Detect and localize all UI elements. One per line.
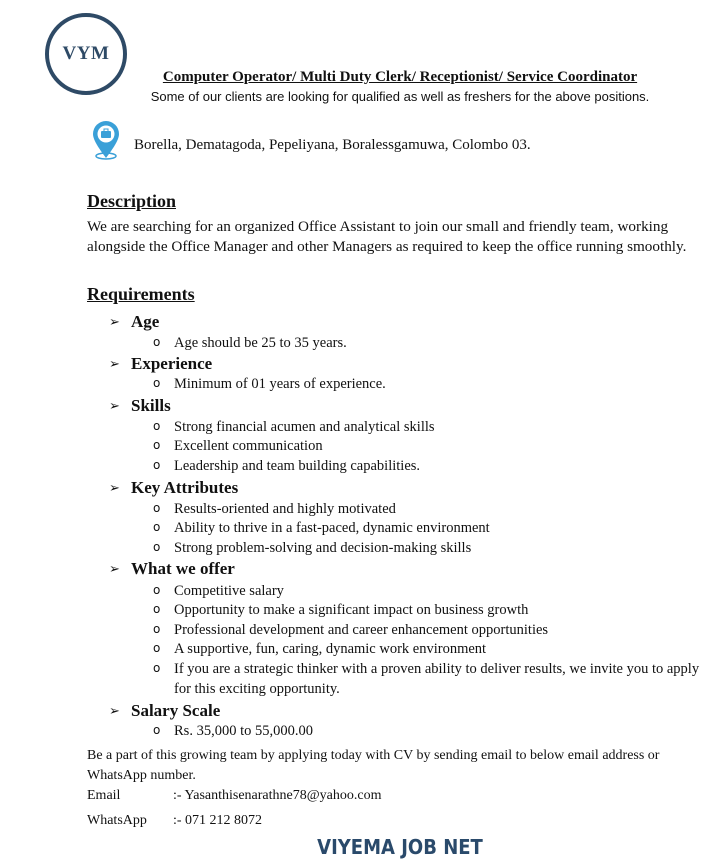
arrow-bullet-icon: ➢	[109, 480, 120, 495]
circle-bullet-icon: o	[153, 501, 161, 515]
requirement-salary-scale	[109, 701, 220, 721]
circle-bullet-icon: o	[153, 540, 161, 554]
location-text: Borella, Dematagoda, Pepeliyana, Boralessgamuwa, Colombo 03.	[134, 137, 531, 153]
circle-bullet-icon: o	[153, 419, 161, 433]
job-subtitle: Some of our clients are looking for qualified as well as freshers for the above positions.	[150, 89, 650, 104]
requirement-key-attributes	[109, 478, 238, 498]
requirement-what-we-offer	[109, 559, 235, 579]
footer-brand: VIYEMA JOB NET	[317, 835, 483, 859]
arrow-bullet-icon: ➢	[109, 356, 120, 371]
circle-bullet-icon: o	[153, 438, 161, 452]
arrow-bullet-icon: ➢	[109, 398, 120, 413]
logo-text: VYM	[62, 43, 110, 64]
category-label: Skills	[131, 396, 171, 415]
whatsapp-label: WhatsApp	[87, 813, 147, 828]
list-item: o Strong financial acumen and analytical skills	[153, 419, 435, 435]
list-item: o Age should be 25 to 35 years.	[153, 335, 347, 351]
list-item: o Ability to thrive in a fast-paced, dynamic environment	[153, 520, 490, 536]
contact-whatsapp	[87, 813, 262, 829]
list-item: o If you are a strategic thinker with a proven ability to deliver results, we invite you to apply for this exciting opportunity.	[153, 661, 700, 697]
list-item: o Opportunity to make a significant impact on business growth	[153, 602, 529, 618]
category-label: Experience	[131, 354, 213, 373]
list-item: o Results-oriented and highly motivated	[153, 501, 396, 517]
category-label: Salary Scale	[131, 701, 221, 720]
circle-bullet-icon: o	[153, 335, 161, 349]
circle-bullet-icon: o	[153, 376, 161, 390]
list-item: o A supportive, fun, caring, dynamic work environment	[153, 641, 487, 657]
circle-bullet-icon: o	[153, 641, 161, 655]
whatsapp-value: :- 071 212 8072	[173, 813, 263, 828]
category-label: Age	[131, 312, 160, 331]
category-label: What we offer	[131, 559, 235, 578]
category-label: Key Attributes	[131, 478, 239, 497]
list-item: o Strong problem-solving and decision-making skills	[153, 540, 472, 556]
circle-bullet-icon: o	[153, 583, 161, 597]
list-item: o Leadership and team building capabilities.	[153, 458, 421, 474]
list-item: o Competitive salary	[153, 583, 284, 599]
circle-bullet-icon: o	[153, 458, 161, 472]
job-title: Computer Operator/ Multi Duty Clerk/ Receptionist/ Service Coordinator	[162, 69, 638, 85]
email-label: Email	[87, 788, 121, 803]
circle-bullet-icon: o	[153, 622, 161, 636]
arrow-bullet-icon: ➢	[109, 561, 120, 576]
description-heading: Description	[87, 191, 176, 211]
location-pin-icon	[91, 121, 121, 161]
circle-bullet-icon: o	[153, 661, 161, 675]
description-text: We are searching for an organized Office Assistant to join our small and friendly team, working alongside the Office Manager and other Managers as required to keep the office running smoothly.	[87, 218, 687, 255]
list-item: o Excellent communication	[153, 438, 323, 454]
list-item: o Professional development and career enhancement opportunities	[153, 622, 549, 638]
closing-text: Be a part of this growing team by applying today with CV by sending email to below email address or WhatsApp number.	[87, 748, 660, 783]
requirements-heading: Requirements	[87, 284, 195, 304]
arrow-bullet-icon: ➢	[109, 703, 120, 718]
requirement-skills	[109, 396, 171, 416]
list-item: o Minimum of 01 years of experience.	[153, 376, 386, 392]
list-item: o Rs. 35,000 to 55,000.00	[153, 723, 313, 739]
circle-bullet-icon: o	[153, 723, 161, 737]
circle-bullet-icon: o	[153, 520, 161, 534]
circle-bullet-icon: o	[153, 602, 161, 616]
contact-email	[87, 788, 381, 804]
requirement-age	[109, 312, 159, 332]
requirement-experience	[109, 354, 212, 374]
email-value: :- Yasanthisenarathne78@yahoo.com	[173, 788, 382, 803]
arrow-bullet-icon: ➢	[109, 314, 120, 329]
